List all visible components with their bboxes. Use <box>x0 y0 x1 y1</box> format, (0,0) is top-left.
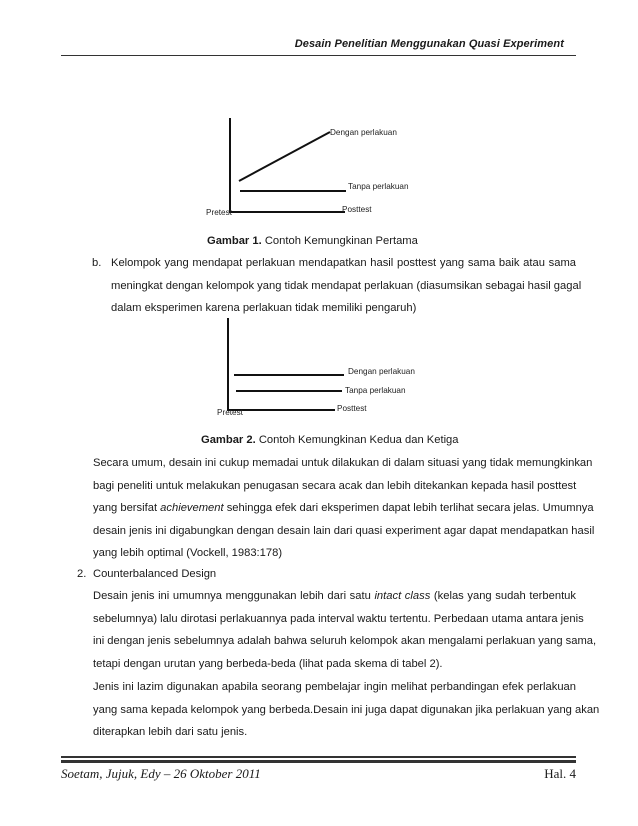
figure-1-y-axis <box>229 118 231 212</box>
paragraph-general-line-2: bagi peneliti untuk melakukan penugasan secara acak dan lebih ditekankan kepada hasil posttest <box>93 479 577 492</box>
paragraph-general-line-3-a: yang bersifat <box>93 502 161 515</box>
figure-1-label-without-treatment: Tanpa perlakuan <box>348 182 409 191</box>
figure-1-label-pretest: Pretest <box>206 208 232 217</box>
figure-2-label-posttest: Posttest <box>337 404 367 413</box>
figure-2-label-with-treatment: Dengan perlakuan <box>348 367 415 376</box>
paragraph-counterbalanced-line-2: sebelumnya) lalu dirotasi perlakuannya pada interval waktu tertentu. Perbedaan utama antara jenis <box>93 612 584 625</box>
paragraph-counterbalanced-line-1-b: (kelas yang sudah terbentuk <box>430 590 576 602</box>
list-marker-b: b. <box>92 257 102 269</box>
figure-2-label-without-treatment: Tanpa perlakuan <box>345 386 406 395</box>
item-b-line-1: Kelompok yang mendapat perlakuan mendapatkan hasil posttest yang sama baik atau sama <box>111 257 576 269</box>
paragraph-general-line-5: yang lebih optimal (Vockell, 1983:178) <box>93 547 283 560</box>
paragraph-counterbalanced-line-1-a: Desain jenis ini umumnya menggunakan lebih dari satu <box>93 590 375 602</box>
paragraph-counterbalanced-line-3: ini dengan jenis sebelumnya adalah bahwa seluruh kelompok akan mengalami perlakuan yang sama, <box>93 635 597 648</box>
footer-divider-thin <box>61 756 576 758</box>
footer-author-date: Soetam, Jujuk, Edy – 26 Oktober 2011 <box>61 766 261 781</box>
figure-2-caption-label: Gambar 2. <box>201 434 256 446</box>
paragraph-usage <box>93 676 600 744</box>
paragraph-counterbalanced-term-intact-class: intact class <box>374 590 431 602</box>
paragraph-usage-line-2: yang sama kepada kelompok yang berbeda.Desain ini juga dapat digunakan jika perlakuan yang akan <box>93 703 600 716</box>
section-2-number: 2. <box>77 568 87 580</box>
footer-divider-thick <box>61 760 576 763</box>
figure-1-caption-label: Gambar 1. <box>207 235 262 247</box>
figure-2-treatment-line <box>234 374 344 376</box>
figure-1-label-with-treatment: Dengan perlakuan <box>330 128 397 137</box>
item-b-line-2: meningkat dengan kelompok yang tidak mendapat perlakuan (diasumsikan sebagai hasil gagal <box>111 279 582 292</box>
figure-1-caption <box>207 235 418 247</box>
paragraph-general <box>93 452 595 565</box>
item-b-paragraph <box>111 252 582 320</box>
paragraph-general-line-4: desain jenis ini digabungkan dengan desain lain dari quasi experiment agar dapat mendapatkan hasil <box>93 524 595 537</box>
paragraph-usage-line-1: Jenis ini lazim digunakan apabila seorang pembelajar ingin melihat perbandingan efek perlakuan <box>93 681 576 693</box>
figure-1-treatment-line <box>239 132 330 181</box>
item-b-line-3: dalam eksperimen karena perlakuan tidak memiliki pengaruh) <box>111 302 417 315</box>
figure-1-control-line <box>240 190 346 192</box>
paragraph-general-line-3 <box>93 497 594 520</box>
figure-1-caption-text: Contoh Kemungkinan Pertama <box>261 235 418 247</box>
figure-1-x-axis <box>229 211 345 213</box>
section-2-title: Counterbalanced Design <box>93 568 217 580</box>
figure-2-caption <box>201 434 459 446</box>
paragraph-general-term-achievement: achievement <box>160 502 224 515</box>
header-divider <box>61 55 576 56</box>
paragraph-counterbalanced <box>93 585 597 675</box>
figure-1-label-posttest: Posttest <box>342 205 372 214</box>
paragraph-usage-line-3: diterapkan lebih dari satu jenis. <box>93 726 248 739</box>
paragraph-general-line-1: Secara umum, desain ini cukup memadai untuk dilakukan di dalam situasi yang tidak memungkinkan <box>93 457 593 469</box>
paragraph-general-line-3-b: sehingga efek dari eksperimen dapat lebih terlihat secara jelas. Umumnya <box>223 502 594 515</box>
paragraph-counterbalanced-line-4: tetapi dengan urutan yang berbeda-beda (lihat pada skema di tabel 2). <box>93 657 443 670</box>
figure-2-caption-text: Contoh Kemungkinan Kedua dan Ketiga <box>255 434 459 446</box>
running-header: Desain Penelitian Menggunakan Quasi Experiment <box>294 38 564 50</box>
figure-2-label-pretest: Pretest <box>217 408 243 417</box>
paragraph-counterbalanced-line-1 <box>93 585 576 608</box>
figure-2-control-line <box>236 390 342 392</box>
figure-2-y-axis <box>227 318 229 410</box>
figure-2-x-axis <box>227 409 335 411</box>
footer-page-number: Hal. 4 <box>544 766 576 781</box>
